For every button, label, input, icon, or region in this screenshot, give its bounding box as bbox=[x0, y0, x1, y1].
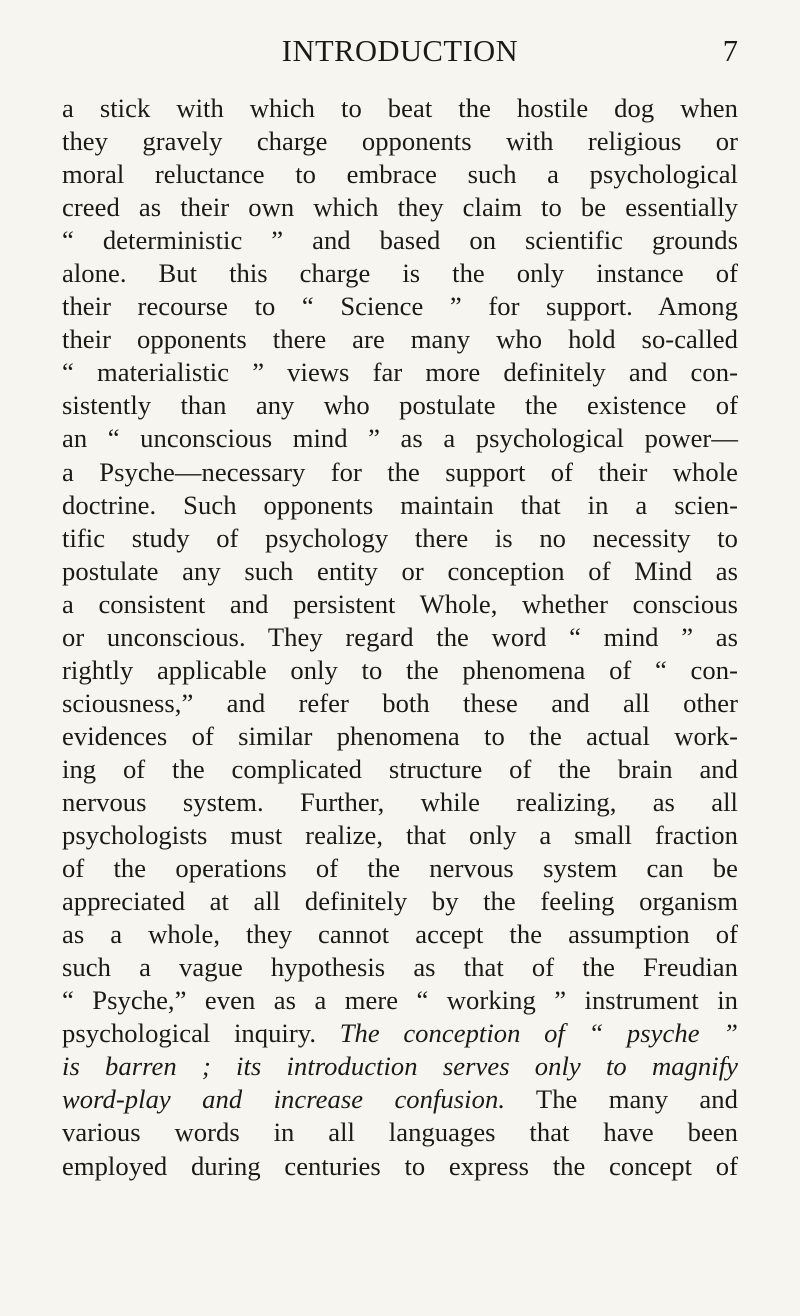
text-line bbox=[62, 356, 738, 389]
italic-text-segment: The conception of “ psyche ” bbox=[339, 1018, 738, 1049]
text-segment: their recourse to “ Science ” for support. Among bbox=[62, 291, 738, 322]
text-line bbox=[62, 1083, 738, 1116]
body-paragraph bbox=[62, 92, 738, 1183]
text-segment: nervous system. Further, while realizing, as all bbox=[62, 786, 738, 817]
text-line bbox=[62, 456, 738, 489]
text-segment: “ deterministic ” and based on scientific grounds bbox=[62, 225, 738, 256]
book-page bbox=[62, 28, 738, 1183]
text-segment: they gravely charge opponents with religious or bbox=[62, 126, 738, 157]
text-line bbox=[62, 951, 738, 984]
text-segment: employed during centuries to express the concept of bbox=[62, 1150, 738, 1181]
text-segment: an “ unconscious mind ” as a psychological power— bbox=[62, 423, 738, 454]
text-line bbox=[62, 1017, 738, 1050]
text-segment: various words in all languages that have been bbox=[62, 1117, 738, 1148]
text-line bbox=[62, 654, 738, 687]
text-segment: sciousness,” and refer both these and all other bbox=[62, 687, 738, 718]
text-segment: evidences of similar phenomena to the actual work- bbox=[62, 720, 738, 751]
text-line bbox=[62, 1116, 738, 1149]
text-line bbox=[62, 1150, 738, 1183]
text-segment: doctrine. Such opponents maintain that in a scien- bbox=[62, 489, 738, 520]
text-line bbox=[62, 918, 738, 951]
text-segment: sistently than any who postulate the existence of bbox=[62, 390, 738, 421]
text-segment: a consistent and persistent Whole, whether conscious bbox=[62, 588, 738, 619]
text-line bbox=[62, 885, 738, 918]
text-segment: psychologists must realize, that only a small fraction bbox=[62, 820, 738, 851]
text-line bbox=[62, 489, 738, 522]
text-line bbox=[62, 852, 738, 885]
text-segment: a stick with which to beat the hostile dog when bbox=[62, 93, 738, 123]
text-line bbox=[62, 191, 738, 224]
text-line bbox=[62, 323, 738, 356]
text-line bbox=[62, 720, 738, 753]
text-segment: postulate any such entity or conception of Mind as bbox=[62, 555, 738, 586]
italic-text-segment: is barren ; its introduction serves only to magnify bbox=[62, 1051, 738, 1082]
text-segment: The many and bbox=[505, 1084, 738, 1115]
italic-text-segment: word-play and increase confusion. bbox=[62, 1084, 506, 1115]
text-line bbox=[62, 125, 738, 158]
text-segment: tific study of psychology there is no necessity to bbox=[62, 522, 738, 553]
text-line bbox=[62, 224, 738, 257]
text-segment: appreciated at all definitely by the feeling organism bbox=[62, 886, 738, 917]
text-segment: “ Psyche,” even as a mere “ working ” instrument in bbox=[62, 985, 738, 1016]
text-line bbox=[62, 753, 738, 786]
text-line bbox=[62, 1050, 738, 1083]
text-line bbox=[62, 555, 738, 588]
page-title: INTRODUCTION bbox=[281, 34, 519, 68]
text-segment: moral reluctance to embrace such a psychological bbox=[62, 159, 738, 190]
text-segment: creed as their own which they claim to be essentially bbox=[62, 192, 738, 223]
text-line bbox=[62, 92, 738, 125]
text-line bbox=[62, 687, 738, 720]
text-line bbox=[62, 290, 738, 323]
text-line bbox=[62, 621, 738, 654]
text-line bbox=[62, 984, 738, 1017]
text-segment: psychological inquiry. bbox=[62, 1018, 340, 1049]
text-segment: as a whole, they cannot accept the assumption of bbox=[62, 919, 738, 950]
text-segment: ing of the complicated structure of the brain and bbox=[62, 753, 738, 784]
running-head bbox=[62, 28, 738, 74]
text-segment: a Psyche—necessary for the support of their whole bbox=[62, 456, 738, 487]
text-line bbox=[62, 158, 738, 191]
text-segment: such a vague hypothesis as that of the Freudian bbox=[62, 952, 738, 983]
text-line bbox=[62, 522, 738, 555]
text-line bbox=[62, 422, 738, 455]
text-line bbox=[62, 819, 738, 852]
text-line bbox=[62, 389, 738, 422]
text-segment: of the operations of the nervous system can be bbox=[62, 853, 738, 884]
text-segment: or unconscious. They regard the word “ mind ” as bbox=[62, 621, 738, 652]
text-line bbox=[62, 257, 738, 290]
text-line bbox=[62, 588, 738, 621]
page-number: 7 bbox=[722, 34, 738, 68]
text-segment: alone. But this charge is the only instance of bbox=[62, 258, 738, 289]
text-segment: rightly applicable only to the phenomena of “ con- bbox=[62, 654, 738, 685]
text-segment: “ materialistic ” views far more definitely and con- bbox=[62, 357, 738, 388]
text-segment: their opponents there are many who hold so-called bbox=[62, 324, 738, 355]
text-line bbox=[62, 786, 738, 819]
